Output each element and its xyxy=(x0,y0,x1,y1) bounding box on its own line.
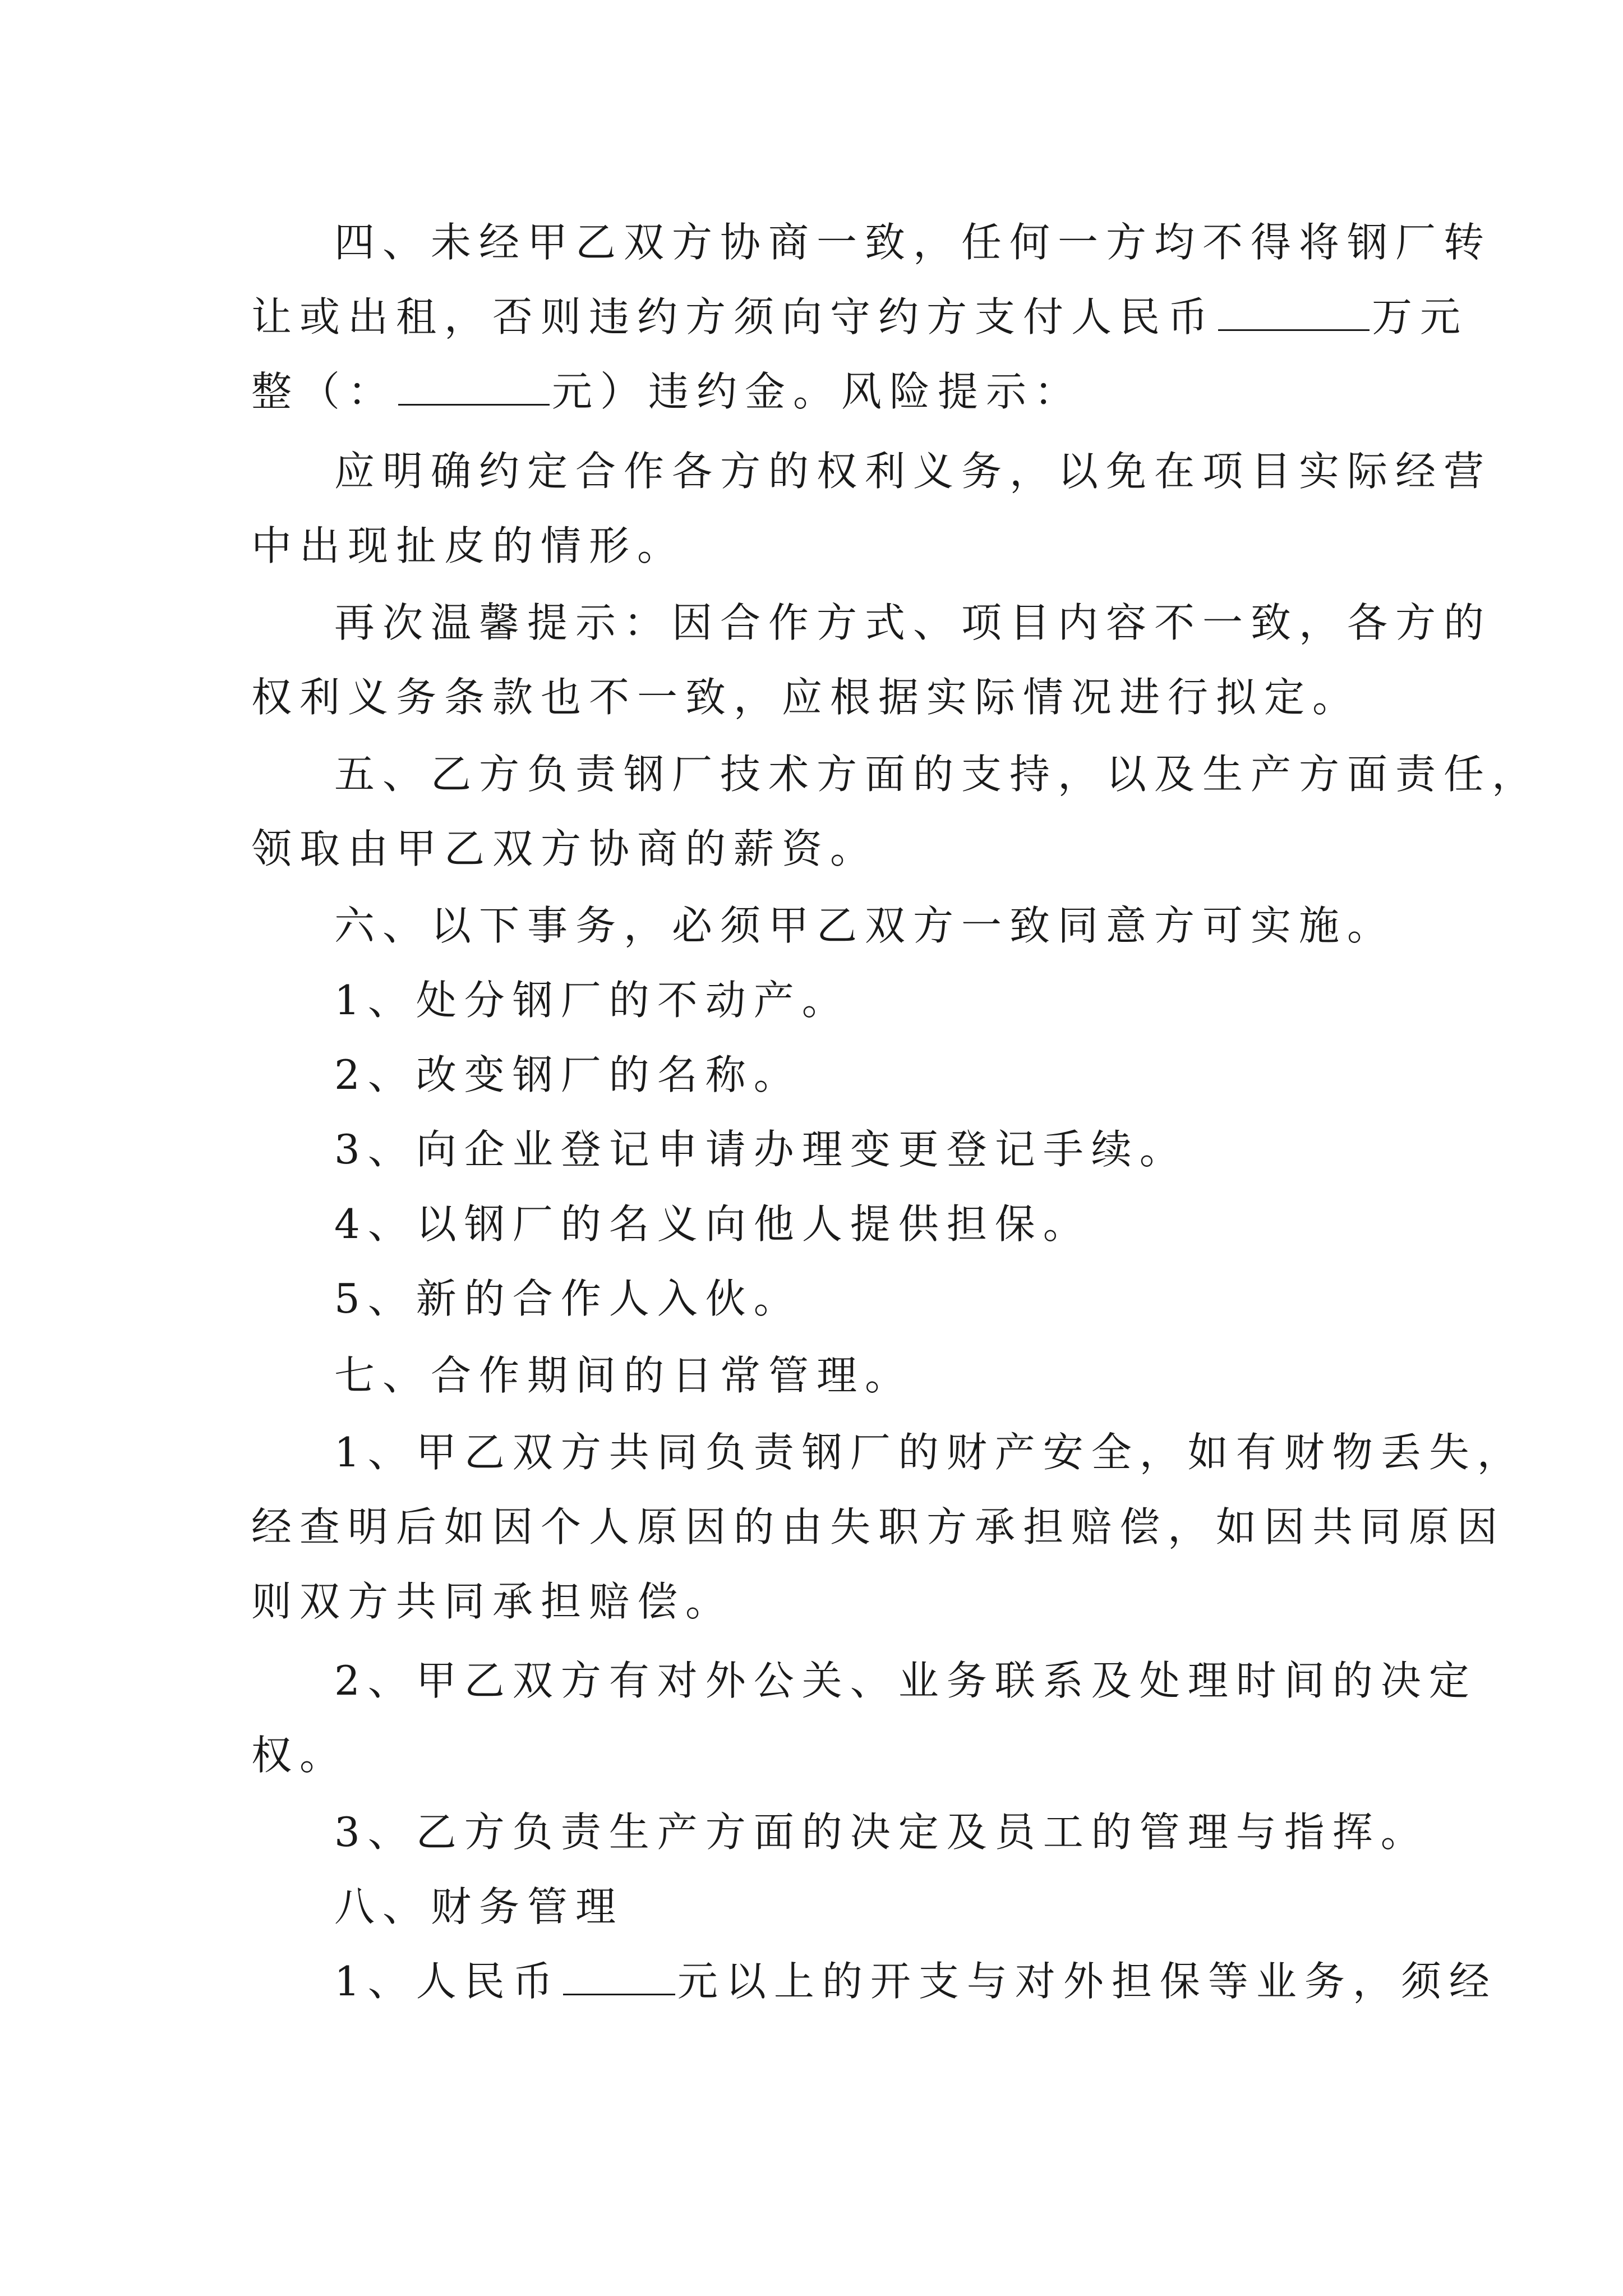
clause-4-line-3-text-a: 整（： xyxy=(251,368,396,415)
amount-blank-wan[interactable] xyxy=(1218,292,1370,331)
risk-note-line-1: 应明确约定合作各方的权利义务，以免在项目实际经营 xyxy=(334,448,1492,495)
clause-8-1-text-b: 元以上的开支与对外担保等业务，须经 xyxy=(677,1958,1497,2005)
clause-5-line-1: 五、乙方负责钢厂技术方面的支持，以及生产方面责任， xyxy=(334,751,1541,798)
clause-7-1-line-1: 1、甲乙双方共同负责钢厂的财产安全，如有财物丢失， xyxy=(334,1429,1525,1476)
reminder-line-2: 权利义务条款也不一致，应根据实际情况进行拟定。 xyxy=(251,674,1361,721)
clause-6-item: 2、改变钢厂的名称。 xyxy=(334,1051,802,1098)
clause-7-heading: 七、合作期间的日常管理。 xyxy=(334,1352,914,1399)
clause-4-line-3 xyxy=(251,364,1082,420)
clause-4-line-2-unit: 万元 xyxy=(1372,293,1469,341)
clause-4-line-2 xyxy=(251,289,1468,345)
clause-8-1-text-a: 1、人民币 xyxy=(334,1958,561,2005)
amount-blank-yuan[interactable] xyxy=(398,367,550,406)
clause-6-item: 1、处分钢厂的不动产。 xyxy=(334,977,850,1024)
clause-5-line-2: 领取由甲乙双方协商的薪资。 xyxy=(251,825,879,872)
clause-7-2-line-1: 2、甲乙双方有对外公关、业务联系及处理时间的决定 xyxy=(334,1657,1477,1704)
clause-8-1-line-1 xyxy=(334,1953,1497,2009)
clause-4-line-3-text-b: 元）违约金。风险提示： xyxy=(552,368,1083,415)
clause-4-line-1: 四、未经甲乙双方协商一致，任何一方均不得将钢厂转 xyxy=(334,219,1492,266)
clause-7-2-line-2: 权。 xyxy=(251,1732,348,1779)
risk-note-line-2: 中出现扯皮的情形。 xyxy=(251,522,686,569)
amount-blank-limit[interactable] xyxy=(563,1957,675,1995)
clause-8-heading: 八、财务管理 xyxy=(334,1883,624,1930)
clause-7-1-line-2: 经查明后如因个人原因的由失职方承担赔偿，如因共同原因 xyxy=(251,1503,1506,1550)
clause-7-3: 3、乙方负责生产方面的决定及员工的管理与指挥。 xyxy=(334,1809,1429,1856)
reminder-line-1: 再次温馨提示：因合作方式、项目内容不一致，各方的 xyxy=(334,599,1492,646)
clause-7-1-line-3: 则双方共同承担赔偿。 xyxy=(251,1578,734,1625)
clause-6-item: 3、向企业登记申请办理变更登记手续。 xyxy=(334,1126,1188,1173)
clause-6-item: 5、新的合作人入伙。 xyxy=(334,1275,802,1322)
clause-4-line-2-text: 让或出租，否则违约方须向守约方支付人民币 xyxy=(251,293,1216,341)
clause-6-heading: 六、以下事务，必须甲乙双方一致同意方可实施。 xyxy=(334,902,1396,949)
clause-6-item: 4、以钢厂的名义向他人提供担保。 xyxy=(334,1200,1091,1248)
